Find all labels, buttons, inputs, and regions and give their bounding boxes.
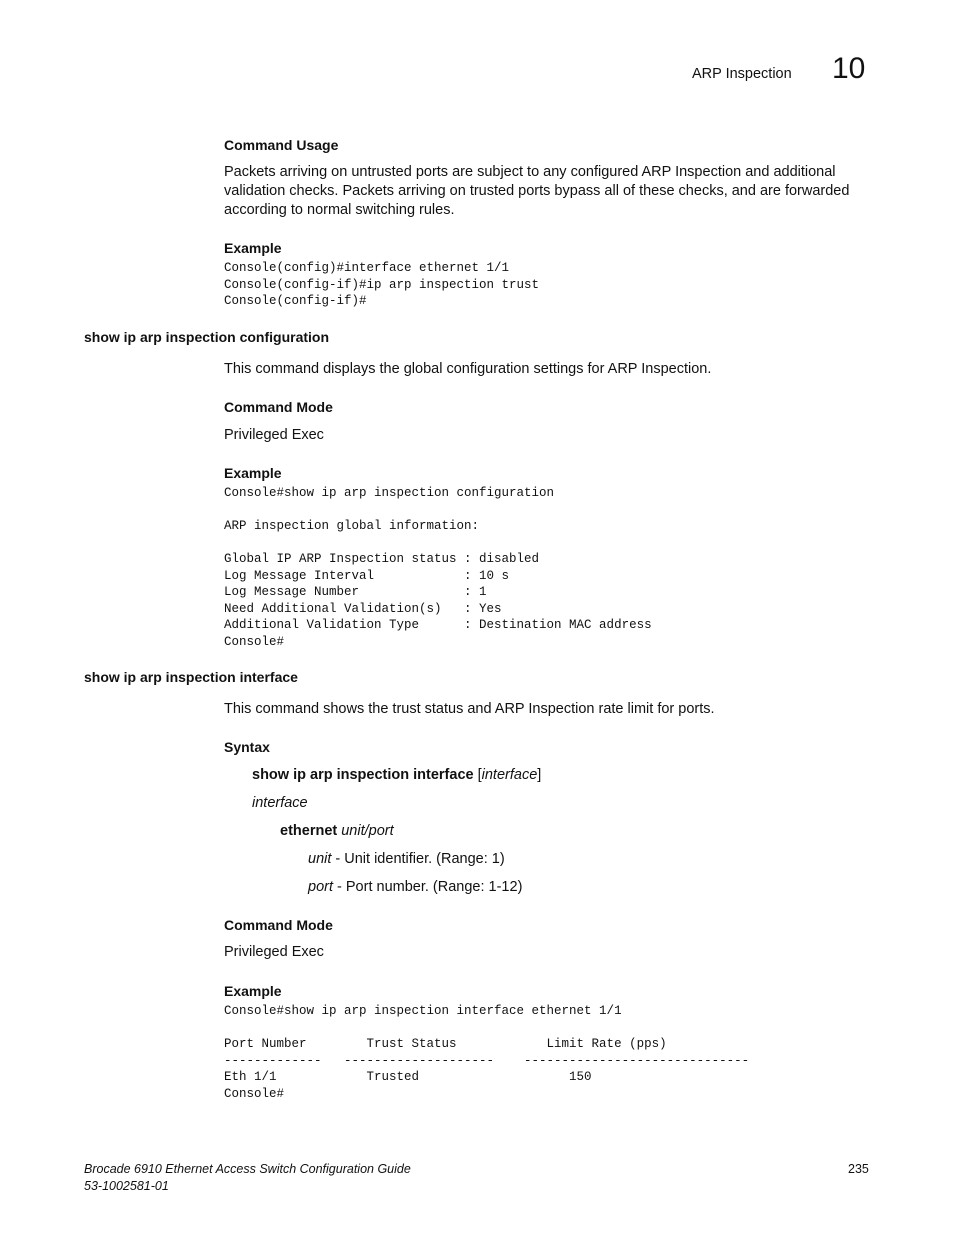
command-title: show ip arp inspection configuration (84, 329, 330, 345)
ethernet-option (280, 822, 394, 841)
command-description: This command displays the global configuration settings for ARP Inspection. (224, 361, 712, 377)
port-text: - Port number. (Range: 1-12) (333, 879, 523, 895)
example-code: Console(config)#interface ethernet 1/1 Console(config-if)#ip arp inspection trust Console(config-if)# (224, 261, 540, 308)
syntax-line (252, 766, 541, 785)
port-name: port (308, 879, 333, 895)
parameter-name: interface (252, 795, 308, 811)
command-usage-heading: Command Usage (224, 137, 339, 153)
ethernet-keyword: ethernet (280, 823, 338, 839)
command-title: show ip arp inspection interface (84, 669, 298, 685)
ethernet-arguments: unit/port (337, 823, 394, 839)
footer-document-title: Brocade 6910 Ethernet Access Switch Configuration Guide (84, 1162, 411, 1176)
unit-description (308, 850, 505, 869)
syntax-command: show ip arp inspection interface (252, 767, 474, 783)
command-mode-value: Privileged Exec (224, 427, 324, 443)
command-description: This command shows the trust status and ARP Inspection rate limit for ports. (224, 701, 715, 717)
footer-document-number: 53-1002581-01 (84, 1179, 169, 1193)
port-description (308, 878, 522, 897)
syntax-bracket-close: ] (537, 767, 542, 783)
example-code: Console#show ip arp inspection interface ethernet 1/1 Port Number Trust Status Limit Rate (pps) ------------- -------------------- ------------------------------ Eth 1/1 Trusted 150 Console# (224, 1004, 750, 1101)
unit-name: unit (308, 851, 332, 867)
running-header-section: ARP Inspection (692, 66, 792, 82)
command-mode-value: Privileged Exec (224, 944, 324, 960)
syntax-parameter: interface (481, 767, 538, 783)
example-heading: Example (224, 983, 282, 999)
command-usage-text: Packets arriving on untrusted ports are subject to any configured ARP Inspection and additional validation checks. Packets arriving on trusted ports bypass all of these checks, and are forwarded according to normal switching rules. (224, 164, 850, 218)
unit-text: - Unit identifier. (Range: 1) (331, 851, 505, 867)
command-mode-heading: Command Mode (224, 917, 333, 933)
syntax-heading: Syntax (224, 739, 270, 755)
command-mode-heading: Command Mode (224, 399, 333, 415)
example-code: Console#show ip arp inspection configuration ARP inspection global information: Global IP ARP Inspection status : disabled Log Message Interval : 10 s Log Message Number : 1 Need Additional Validation(s) : Yes Additional Validation Type : Destination MAC address Console# (224, 486, 652, 649)
chapter-number: 10 (832, 52, 866, 85)
example-heading: Example (224, 465, 282, 481)
page-number: 235 (848, 1162, 869, 1176)
syntax-bracket-open: [ (473, 767, 482, 783)
example-heading: Example (224, 240, 282, 256)
